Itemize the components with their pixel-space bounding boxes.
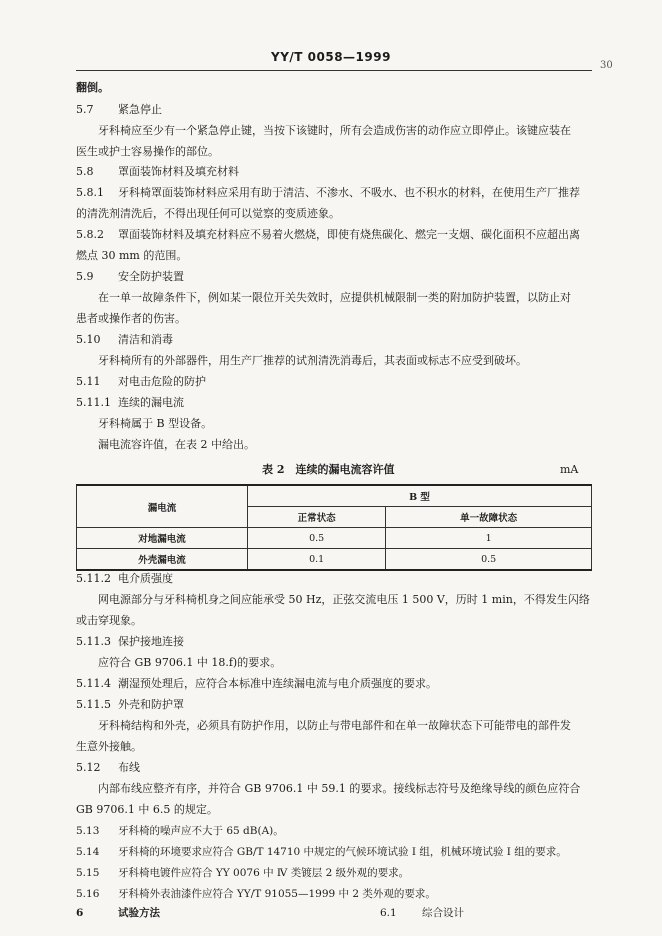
chapter-heading: 6 试验方法	[76, 907, 160, 919]
table-col-header: 漏电流	[77, 485, 248, 528]
leakage-current-table	[76, 484, 592, 571]
text-line: 燃点 30 mm 的范围。	[76, 249, 188, 262]
section-heading: 5.10 清洁和消毒	[76, 333, 173, 346]
table-row	[77, 549, 592, 571]
section-heading: 5.12 布线	[76, 761, 140, 774]
header-rule	[76, 70, 592, 71]
text-line: 5.16 牙科椅外表油漆件应符合 YY/T 91055—1999 中 2 类外观的要求。	[76, 888, 436, 900]
table-row-label: 对地漏电流	[77, 528, 248, 549]
table-subheader-fault: 单一故障状态	[386, 507, 592, 528]
table-row	[77, 528, 592, 549]
text-line: 的清洗剂清洗后，不得出现任何可以觉察的变质迹象。	[76, 207, 340, 220]
text-line: 牙科椅应至少有一个紧急停止键，当按下该键时，所有会造成伤害的动作应立即停止。该键应装在	[98, 124, 571, 137]
text-line: 牙科椅属于 B 型设备。	[98, 417, 213, 430]
table-cell: 0.5	[248, 528, 386, 549]
text-line: 5.14 牙科椅的环境要求应符合 GB/T 14710 中规定的气候环境试验 I 组，机械环境试验 I 组的要求。	[76, 846, 567, 858]
table-group-header: B 型	[248, 485, 592, 507]
section-heading: 5.7 紧急停止	[76, 103, 162, 116]
table-row-label: 外壳漏电流	[77, 549, 248, 571]
text-line: 应符合 GB 9706.1 中 18.f)的要求。	[98, 656, 282, 669]
section-heading: 5.11.3 保护接地连接	[76, 635, 184, 648]
text-line: 漏电流容许值，在表 2 中给出。	[98, 438, 255, 451]
text-line: GB 9706.1 中 6.5 的规定。	[76, 803, 218, 816]
page-number: 30	[600, 60, 613, 71]
section-heading: 5.9 安全防护装置	[76, 270, 184, 283]
text-line: 或击穿现象。	[76, 614, 142, 627]
header-standard-code: YY/T 0058—1999	[271, 50, 391, 64]
table-caption: 表 2 连续的漏电流容许值	[262, 463, 395, 476]
table-unit: mA	[560, 463, 579, 476]
text-line: 患者或操作者的伤害。	[76, 312, 186, 325]
text-line: 5.13 牙科椅的噪声应不大于 65 dB(A)。	[76, 825, 284, 837]
text-line: 5.8.1 牙科椅罩面装饰材料应采用有助于清洁、不渗水、不吸水、也不积水的材料，在使用生产厂推荐	[76, 186, 580, 199]
section-heading: 5.11.1 连续的漏电流	[76, 396, 184, 409]
text-line: 医生或护士容易操作的部位。	[76, 145, 219, 158]
text-line: 内部布线应整齐有序，并符合 GB 9706.1 中 59.1 的要求。接线标志符号及绝缘导线的颜色应符合	[98, 782, 581, 795]
text-line: 牙科椅所有的外部器件，用生产厂推荐的试剂清洗消毒后，其表面或标志不应受到破坏。	[98, 354, 527, 367]
table-subheader-normal: 正常状态	[248, 507, 386, 528]
section-heading: 5.11.5 外壳和防护罩	[76, 698, 184, 711]
text-line: 网电源部分与牙科椅机身之间应能承受 50 Hz，正弦交流电压 1 500 V，历时 1 min，不得发生闪络	[98, 593, 590, 606]
table-cell: 0.5	[386, 549, 592, 571]
section-heading: 6.1 综合设计	[380, 907, 464, 919]
section-heading: 5.8 罩面装饰材料及填充材料	[76, 165, 239, 178]
text-line: 5.11.4 潮湿预处理后，应符合本标准中连续漏电流与电介质强度的要求。	[76, 677, 437, 690]
table-cell: 1	[386, 528, 592, 549]
table-cell: 0.1	[248, 549, 386, 571]
text-line: 生意外接触。	[76, 740, 142, 753]
section-heading: 5.11.2 电介质强度	[76, 572, 173, 585]
text-line: 5.8.2 罩面装饰材料及填充材料应不易着火燃烧，即使有烧焦碳化、燃完一支烟、碳化面积不应超出离	[76, 228, 580, 241]
text-line: 牙科椅结构和外壳，必须具有防护作用，以防止与带电部件和在单一故障状态下可能带电的部件发	[98, 719, 571, 732]
text-line: 5.15 牙科椅电镀件应符合 YY 0076 中 Ⅳ 类镀层 2 级外观的要求。	[76, 867, 410, 879]
section-heading: 5.11 对电击危险的防护	[76, 375, 206, 388]
text-line: 翻倒。	[76, 81, 109, 94]
text-line: 在一单一故障条件下，例如某一限位开关失效时，应提供机械限制一类的附加防护装置，以防止对	[98, 291, 571, 304]
